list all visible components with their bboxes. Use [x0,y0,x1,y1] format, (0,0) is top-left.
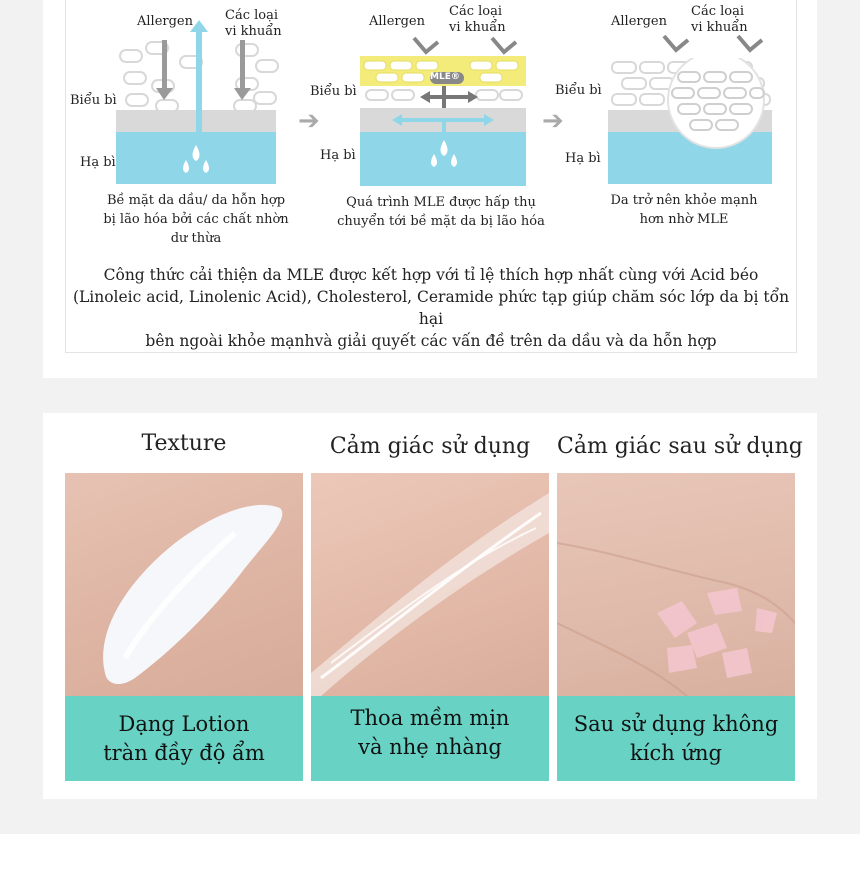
arrow-right-icon: ➔ [542,106,564,136]
epidermis-label: Biểu bì [310,84,357,99]
stage-mle-absorption [306,0,546,250]
epidermis-label: Biểu bì [70,93,117,108]
bacteria-label: Các loại vi khuẩn [691,4,748,35]
feature-caption: Sau sử dụng không kích ứng [557,696,795,781]
stage-caption: Quá trình MLE được hấp thụ chuyển tới bề mặt da bị lão hóa [337,195,545,229]
stage-caption: Bề mặt da dầu/ da hỗn hợp bị lão hóa bởi các chất nhờn dư thừa [103,193,289,246]
arrow-right-icon: ➔ [298,106,320,136]
mle-diagram [65,0,797,353]
bacteria-label: Các loại vi khuẩn [449,4,506,35]
stage-caption: Da trở nên khỏe mạnh hơn nhờ MLE [610,193,758,227]
mle-summary: Công thức cải thiện da MLE được kết hợp với tỉ lệ thích hợp nhất cùng với Acid béo (Linoleic acid, Linolenic Acid), Cholesterol, Ceramide phức tạp giúp chăm sóc lớp da bị tổn hại bên ngoài khỏe mạnhvà giải quyết các vấn đề trên da dầu và da hỗn hợp [72,266,790,350]
allergen-label: Allergen [611,14,667,29]
feature-title: Texture [141,431,227,456]
lotion-swatch-photo [65,473,303,696]
allergen-deflect-icon [412,36,442,58]
mle-diagram-panel [43,0,817,378]
dermis-label: Hạ bì [320,148,356,163]
stage-oily-skin [66,0,296,250]
allergen-deflect-icon [662,34,692,56]
epidermis-label: Biểu bì [555,83,602,98]
spread-lotion-photo [311,473,549,696]
dermis-label: Hạ bì [80,155,116,170]
feature-caption: Thoa mềm mịn và nhẹ nhàng [311,696,549,781]
skin-cells-illustration [116,20,286,185]
dermis-label: Hạ bì [565,151,601,166]
mle-badge: MLE® [430,72,460,82]
bacteria-deflect-icon [736,34,766,56]
bacteria-deflect-icon [490,36,520,58]
bacteria-label: Các loại vi khuẩn [225,8,282,39]
bottom-band [0,834,860,873]
stage-healthy-skin [554,0,796,250]
features-panel [43,413,817,799]
allergen-label: Allergen [369,14,425,29]
skin-after-photo [557,473,795,696]
healthy-skin-illustration [608,58,772,184]
feature-title: Cảm giác sau sử dụng [557,434,803,459]
feature-caption: Dạng Lotion tràn đầy độ ẩm [65,696,303,781]
feature-title: Cảm giác sử dụng [329,434,531,459]
allergen-label: Allergen [137,14,193,29]
